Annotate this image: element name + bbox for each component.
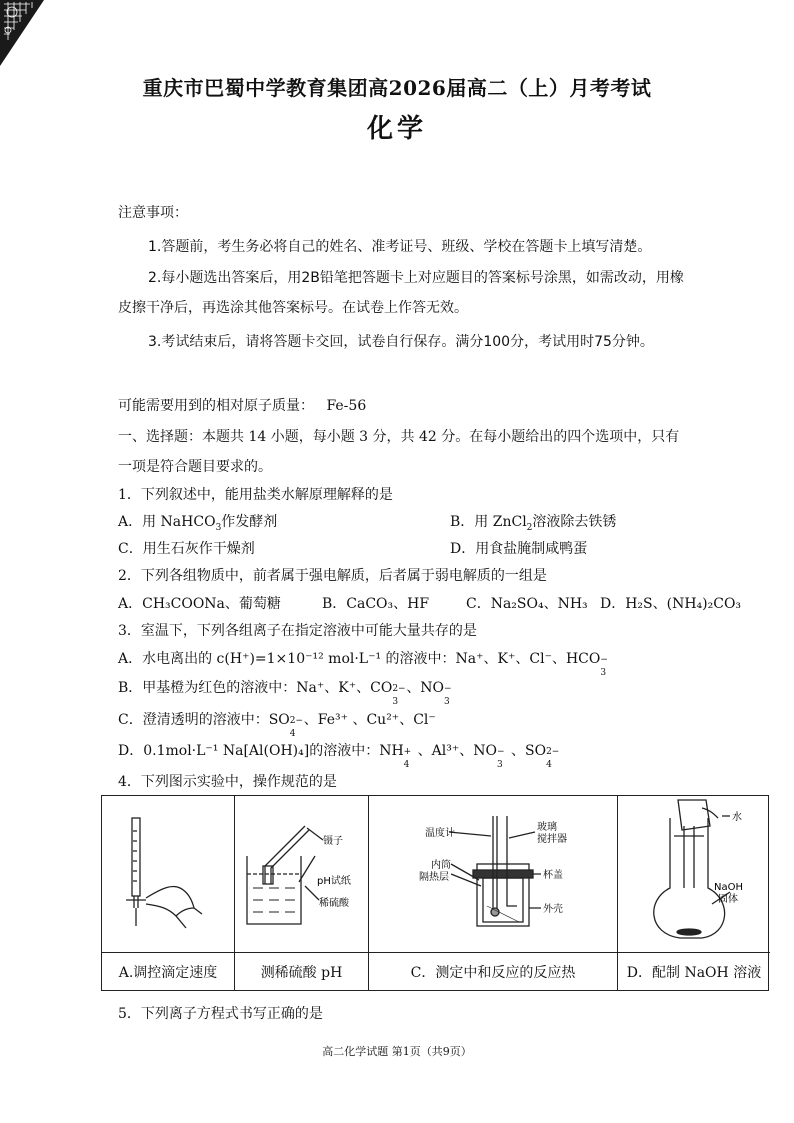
q3-option-a: A．水电离出的 c(H⁺)=1×10⁻¹² mol·L⁻¹ 的溶液中：Na⁺、K⁺、Cl⁻、HCO − 3 [118, 651, 608, 678]
q2-option-b: B．CaCO₃、HF [322, 596, 430, 612]
q3-option-b: B．甲基橙为红色的溶液中：Na⁺、K⁺、CO 2− 3 、NO − 3 [118, 680, 452, 707]
atomic-mass-label: 可能需要用到的相对原子质量： [118, 398, 314, 414]
label-naoh: NaOH [714, 882, 743, 893]
q1-option-c: C．用生石灰作干燥剂 [118, 541, 255, 557]
section-instruction-1: 一、选择题：本题共 14 小题，每小题 3 分，共 42 分。在每小题给出的四个选项中，只有 [118, 429, 680, 445]
corner-decoration [0, 0, 44, 66]
label-insulation: 隔热层 [419, 872, 449, 883]
q4-cell-a [102, 796, 235, 990]
q2-stem: 2．下列各组物质中，前者属于强电解质，后者属于弱电解质的一组是 [118, 568, 547, 584]
section-instruction-2: 一项是符合题目要求的。 [118, 459, 272, 475]
q4-cell-c [369, 796, 618, 990]
q4-cell-d [618, 796, 770, 990]
q4-figure-table [101, 795, 769, 991]
label-water: 水 [732, 812, 742, 823]
q2-option-a: A．CH₃COONa、葡萄糖 [118, 596, 281, 612]
notice-item-3: 3.考试结束后，请将答题卡交回，试卷自行保存。满分100分，考试用时75分钟。 [148, 334, 654, 350]
label-solid: 固体 [718, 894, 738, 905]
label-glass: 玻璃 [537, 822, 557, 833]
label-shell: 外壳 [543, 904, 563, 915]
q4-caption-d: D．配制 NaOH 溶液 [618, 952, 770, 990]
label-stirrer: 搅拌器 [537, 834, 567, 845]
subject-title: 化学 [366, 114, 427, 144]
q5-stem: 5．下列离子方程式书写正确的是 [118, 1006, 323, 1022]
q1-option-a: A．用 NaHCO$_3$作发酵剂 [118, 514, 278, 533]
q1-option-b: B．用 ZnCl$_2$溶液除去铁锈 [450, 514, 617, 533]
q1-option-d: D．用食盐腌制咸鸭蛋 [450, 541, 588, 557]
q4-stem: 4．下列图示实验中，操作规范的是 [118, 774, 337, 790]
notice-item-1: 1.答题前，考生务必将自己的姓名、准考证号、班级、学校在答题卡上填写清楚。 [148, 239, 652, 255]
label-lid: 杯盖 [543, 870, 563, 881]
q3-stem: 3．室温下，下列各组离子在指定溶液中可能大量共存的是 [118, 623, 477, 639]
atomic-mass-value: Fe-56 [326, 398, 367, 414]
q2-option-d: D．H₂S、(NH₄)₂CO₃ [600, 596, 742, 612]
exam-title: 重庆市巴蜀中学教育集团高2026届高二（上）月考考试 [142, 76, 652, 100]
notice-heading: 注意事项： [118, 205, 188, 221]
label-inner-cup: 内筒 [431, 860, 451, 871]
notice-item-2: 2.每小题选出答案后，用2B铅笔把答题卡上对应题目的答案标号涂黑，如需改动，用橡 [148, 270, 684, 286]
burette-titration-figure [102, 796, 235, 954]
ph-test-figure [235, 796, 369, 954]
q4-caption-a: A.调控滴定速度 [102, 952, 234, 990]
atomic-mass-line [118, 395, 366, 415]
label-dilute-acid: 稀硫酸 [319, 898, 349, 909]
q4-caption-c: C．测定中和反应的反应热 [369, 952, 617, 990]
volumetric-flask-figure [618, 796, 770, 954]
page-footer: 高二化学试题 第1页（共9页） [322, 1045, 472, 1058]
q1-stem: 1．下列叙述中，能用盐类水解原理解释的是 [118, 487, 393, 503]
q4-cell-b [235, 796, 369, 990]
q3-option-c: C．澄清透明的溶液中：SO 2− 4 、Fe³⁺ 、Cu²⁺、Cl⁻ [118, 712, 436, 739]
calorimeter-figure [369, 796, 618, 954]
notice-item-2-cont: 皮擦干净后，再选涂其他答案标号。在试卷上作答无效。 [118, 300, 468, 316]
label-ph-paper: pH试纸 [317, 876, 351, 887]
q3-option-d: D．0.1mol·L⁻¹ Na[Al(OH)₄]的溶液中：NH + 4 、Al³⁺、NO − 3 、SO 2− 4 [118, 743, 560, 770]
label-thermometer: 温度计 [425, 828, 455, 839]
q2-option-c: C．Na₂SO₄、NH₃ [466, 596, 588, 612]
q4-caption-b: 测稀硫酸 pH [235, 952, 368, 990]
label-tweezers: 镊子 [323, 836, 343, 847]
